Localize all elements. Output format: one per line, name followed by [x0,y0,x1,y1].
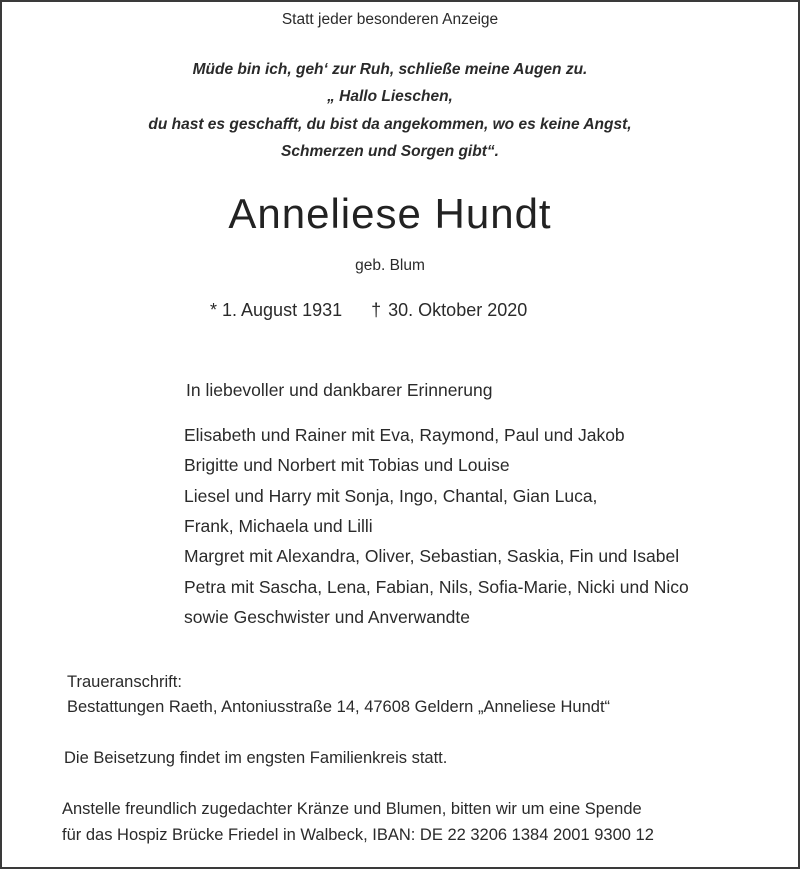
family-line: Frank, Michaela und Lilli [184,516,373,536]
quote-line: „ Hallo Lieschen, [327,88,453,105]
birth-date: * 1. August 1931 [210,300,343,320]
burial-note: Die Beisetzung findet im engsten Familienkreis statt. [64,749,448,767]
death-date: 30. Oktober 2020 [388,300,528,320]
maiden-name: geb. Blum [355,257,425,274]
memory-line: In liebevoller und dankbarer Erinnerung [186,380,493,400]
family-line: Elisabeth und Rainer mit Eva, Raymond, Paul und Jakob [184,425,625,445]
deceased-name: Anneliese Hundt [228,190,552,237]
quote-line: Schmerzen und Sorgen gibt“. [281,143,499,160]
mourning-address: Bestattungen Raeth, Antoniusstraße 14, 47608 Geldern „Anneliese Hundt“ [67,698,611,716]
cross-icon: † [371,300,382,320]
family-line: Margret mit Alexandra, Oliver, Sebastian, Saskia, Fin und Isabel [184,546,680,566]
family-line: Brigitte und Norbert mit Tobias und Louise [184,455,510,475]
life-dates [210,300,527,321]
donation-line: Anstelle freundlich zugedachter Kränze und Blumen, bitten wir um eine Spende [62,800,642,818]
mourning-address-label: Traueranschrift: [67,673,182,691]
quote-line: du hast es geschafft, du bist da angekommen, wo es keine Angst, [148,116,632,133]
family-line: Petra mit Sascha, Lena, Fabian, Nils, Sofia-Marie, Nicki und Nico [184,577,689,597]
quote-line: Müde bin ich, geh‘ zur Ruh, schließe meine Augen zu. [192,61,588,78]
donation-line: für das Hospiz Brücke Friedel in Walbeck, IBAN: DE 22 3206 1384 2001 9300 12 [62,826,654,844]
family-line: Liesel und Harry mit Sonja, Ingo, Chantal, Gian Luca, [184,486,598,506]
family-line: sowie Geschwister und Anverwandte [184,607,470,627]
header-line: Statt jeder besonderen Anzeige [281,11,499,28]
